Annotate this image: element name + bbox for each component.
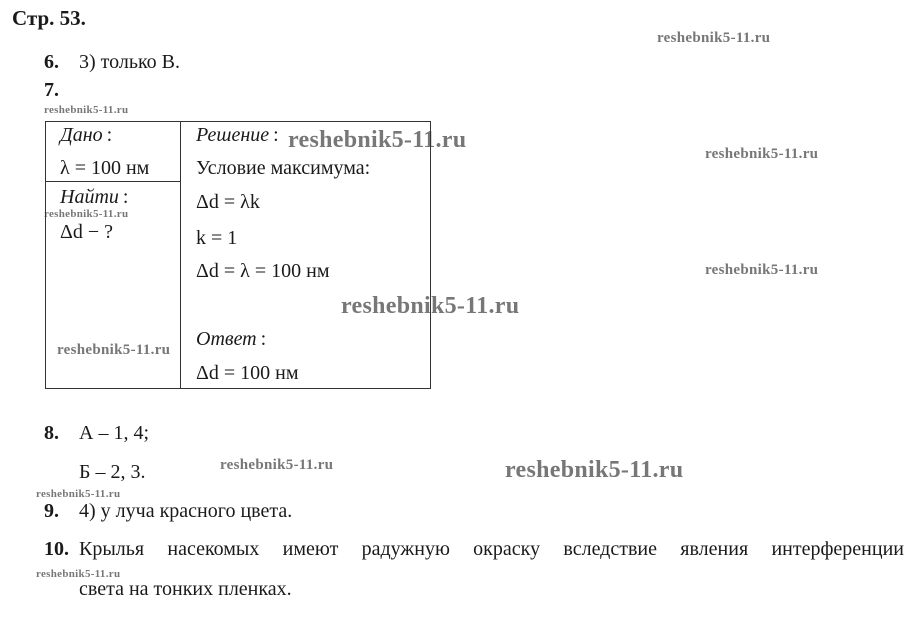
task7-number: 7. <box>44 79 59 101</box>
watermark: reshebnik5-11.ru <box>44 208 129 220</box>
page-title: Стр. 53. <box>12 6 86 30</box>
watermark: reshebnik5-11.ru <box>505 457 684 483</box>
watermark: reshebnik5-11.ru <box>36 488 121 500</box>
task6-number: 6. <box>44 51 59 73</box>
task10-line1: Крылья насекомых имеют радужную окраску вследствие явления интерференции <box>79 538 904 560</box>
solution-heading <box>196 124 279 147</box>
answer-value: Δd = 100 нм <box>196 362 299 384</box>
task9-answer: 4) у луча красного цвета. <box>79 500 293 522</box>
formula-2: k = 1 <box>196 227 238 249</box>
answer-label: Ответ <box>196 328 257 350</box>
table-divider-horizontal <box>45 181 181 182</box>
find-label: Найти <box>60 186 119 208</box>
task8-line2: Б – 2, 3. <box>79 461 146 483</box>
task8-number: 8. <box>44 422 59 444</box>
find-heading <box>60 186 128 209</box>
task6-answer: 3) только В. <box>79 51 181 73</box>
find-value: Δd − ? <box>60 221 114 243</box>
solution-label: Решение <box>196 124 270 146</box>
watermark: reshebnik5-11.ru <box>57 342 171 358</box>
task9-number: 9. <box>44 500 59 522</box>
watermark: reshebnik5-11.ru <box>705 146 819 162</box>
watermark: reshebnik5-11.ru <box>341 293 520 319</box>
find-colon: : <box>122 186 129 208</box>
solution-colon: : <box>273 124 279 146</box>
answer-colon: : <box>260 328 267 350</box>
watermark: reshebnik5-11.ru <box>705 262 819 278</box>
formula-3: Δd = λ = 100 нм <box>196 260 330 282</box>
watermark: reshebnik5-11.ru <box>44 104 129 116</box>
watermark: reshebnik5-11.ru <box>657 30 771 46</box>
given-colon: : <box>106 124 113 146</box>
given-value: λ = 100 нм <box>60 157 150 179</box>
task8-line1: А – 1, 4; <box>79 422 149 444</box>
answer-heading <box>196 328 266 351</box>
formula-1: Δd = λk <box>196 191 260 213</box>
condition-text: Условие максимума: <box>196 157 371 179</box>
table-divider-vertical <box>180 121 181 388</box>
task10-line2: света на тонких пленках. <box>79 578 292 600</box>
task10-number: 10. <box>44 538 69 560</box>
given-heading <box>60 124 112 147</box>
watermark: reshebnik5-11.ru <box>36 568 121 580</box>
watermark: reshebnik5-11.ru <box>288 127 467 153</box>
given-label: Дано <box>60 124 103 146</box>
watermark: reshebnik5-11.ru <box>220 457 334 473</box>
